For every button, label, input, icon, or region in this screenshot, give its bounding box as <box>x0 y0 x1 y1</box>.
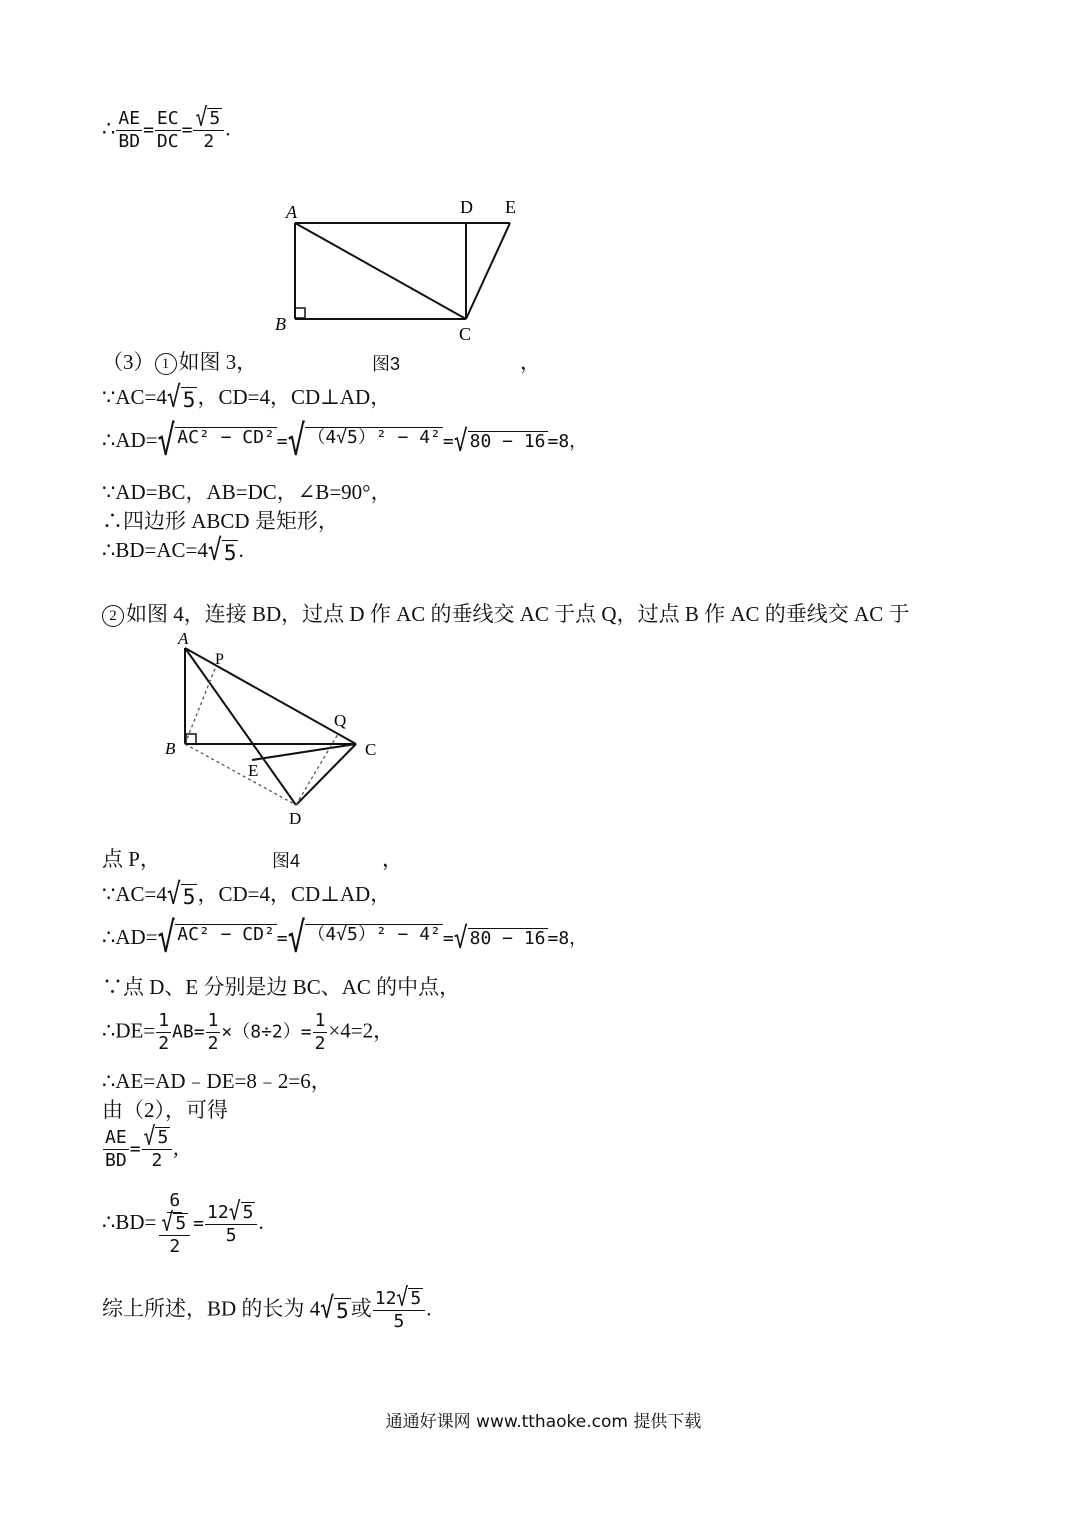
label-q: Q <box>334 711 347 730</box>
rectangle-condition: ∵AD=BC，AB=DC，∠B=90°， <box>102 480 392 504</box>
fraction-ae-bd: $\frac{AE}{BD}$ <box>118 108 141 152</box>
figure-4-diagram <box>160 628 400 828</box>
midpoint-condition: ∵点 D、E 分别是边 BC、AC 的中点， <box>102 975 461 999</box>
segment-ec <box>252 744 356 760</box>
segment-ec <box>466 223 510 319</box>
given-line-2: ∵AC=4 √ 5 ，CD=4，CD⊥AD， <box>102 877 392 911</box>
fraction-ec-dc: $\frac{EC}{DC}$ <box>156 108 179 152</box>
label-p: P <box>215 651 224 668</box>
circled-number-1: 1 <box>155 353 177 375</box>
complex-fraction: 6 √ 5 2 <box>157 1190 192 1258</box>
point-p-line: 点 P， <box>102 847 161 871</box>
ratio-line-2: $\frac{AE}{BD}$ = √ 5 2 , <box>105 1121 179 1171</box>
label-d: D <box>289 809 302 828</box>
figure-3-caption: 图3 <box>372 354 401 374</box>
point-p-comma: ， <box>382 847 403 871</box>
ae-computation: ∴AE=AD﹣DE=8﹣2=6， <box>102 1069 332 1093</box>
from-part-2: 由（2），可得 <box>102 1098 228 1122</box>
label-a: A <box>178 629 189 648</box>
page-footer: 通通好课网 www.tthaoke.com 提供下载 <box>385 1412 702 1432</box>
de-computation: ∴DE= $\frac{1}{2}$ AB= $\frac{1}{2}$ ×（8÷2）= $\frac{1}{2}$ ×4=2， <box>102 1010 395 1054</box>
summary-line: 综上所述，BD 的长为 4 √ 5 或 12 √ 5 5 . <box>102 1282 432 1332</box>
circled-number-2: 2 <box>102 605 124 627</box>
segment-ac <box>185 648 356 744</box>
fraction-root5-2: √ 5 2 <box>193 108 224 153</box>
segment-bd <box>185 744 296 805</box>
bd-result-2: ∴BD= 6 √ 5 2 = 12 √ 5 5 . <box>102 1190 264 1257</box>
ratio-line-1: ∴ $\frac{AE}{BD}$ = $\frac{EC}{DC}$ = √ 5 2 . <box>102 102 231 152</box>
rectangle-conclusion: ∴四边形 ABCD 是矩形， <box>102 509 339 533</box>
label-a: A <box>286 202 297 222</box>
segment-bp <box>185 666 216 744</box>
bd-result-1: ∴BD=AC=4 √ 5 . <box>102 533 244 567</box>
right-angle-mark <box>295 308 305 318</box>
right-angle-mark <box>186 734 196 744</box>
label-c: C <box>459 324 472 344</box>
label-e: E <box>248 761 259 780</box>
part-3-intro: （3） 1 如图 3， <box>102 350 258 374</box>
label-b: B <box>275 314 286 334</box>
segment-cd <box>296 744 356 805</box>
therefore-symbol: ∴ <box>102 116 116 141</box>
figure-4-caption: 图4 <box>272 851 301 871</box>
segment-ac <box>295 223 466 319</box>
label-d: D <box>460 197 473 217</box>
part-2-intro: 2 如图 4，连接 BD，过点 D 作 AC 的垂线交 AC 于点 Q，过点 B 作 AC 的垂线交 AC 于 <box>102 600 909 628</box>
part-3-comma: ， <box>520 350 541 374</box>
figure-3-diagram <box>270 190 530 345</box>
label-c: C <box>365 740 377 759</box>
label-b: B <box>165 739 176 758</box>
label-e: E <box>505 197 516 217</box>
segment-ad <box>185 648 296 805</box>
ad-computation-1: ∴AD= √ AC² − CD² = √ （4√5）² − 4² = √ 80 − 16 =8， <box>102 417 588 466</box>
ad-computation-2: ∴AD= √ AC² − CD² = √ （4√5）² − 4² = √ 80 − 16 =8， <box>102 914 588 963</box>
given-line-1: ∵AC=4 √ 5 ，CD=4，CD⊥AD， <box>102 380 392 414</box>
